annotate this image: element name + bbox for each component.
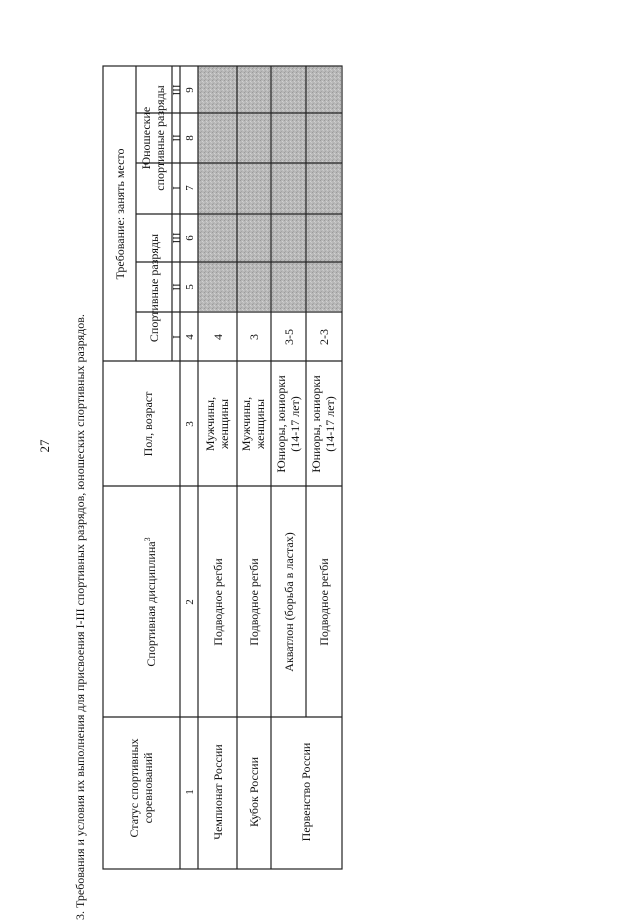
rank-label: II [171,283,183,291]
table-row-sex-age: Мужчины, женщины [203,396,231,452]
table-row-rank1: 4 [211,334,225,340]
header-youth-ranks: Юношеские спортивные разряды [139,85,167,191]
rank-label: III [171,232,183,244]
header-discipline: Спортивная дисциплина$^3$ [143,537,158,667]
table-row-discipline: Подводное регби [211,558,225,646]
table-row-status: Первенство России [299,742,313,842]
col-number: 9 [184,87,196,93]
table-row-discipline: Подводное регби [317,558,331,646]
col-number: 1 [184,789,196,795]
header-status: Статус спортивных соревнований [127,738,155,838]
table-row-rank1: 3 [247,334,261,340]
table-row-status: Чемпионат России [211,744,225,840]
header-requirement: Требование: занять место [113,148,127,280]
table-row-sex-age: Юниоры, юниорки (14-17 лет) [309,375,337,473]
col-number: 4 [184,334,196,340]
table-row-rank1: 3-5 [282,329,296,345]
header-sport-ranks: Спортивные разряды [147,233,161,343]
page-number: 27 [37,439,52,453]
rank-label: I [171,186,183,190]
col-number: 2 [184,599,196,605]
table-row-status: Кубок России [247,756,261,828]
col-number: 5 [184,284,196,290]
table-row-sex-age: Мужчины, женщины [239,396,267,452]
rank-label: III [171,84,183,96]
col-number: 3 [184,421,196,427]
table-row-rank1: 2-3 [317,329,331,345]
table-row-sex-age: Юниоры, юниорки (14-17 лет) [274,375,302,473]
table-row-discipline: Подводное регби [247,558,261,646]
header-sex-age: Пол, возраст [141,391,155,457]
section-heading: 3. Требования и условия их выполнения для присвоения I-III спортивных разрядов, юношеских спортивных разрядов. [73,314,87,920]
col-number: 7 [184,185,196,191]
shaded-cells [198,66,341,311]
col-number: 6 [184,235,196,241]
rank-label: II [171,134,183,142]
table-row-discipline: Акватлон (борьба в ластах) [282,532,296,672]
col-number: 8 [184,135,196,141]
rank-label: I [171,335,183,339]
